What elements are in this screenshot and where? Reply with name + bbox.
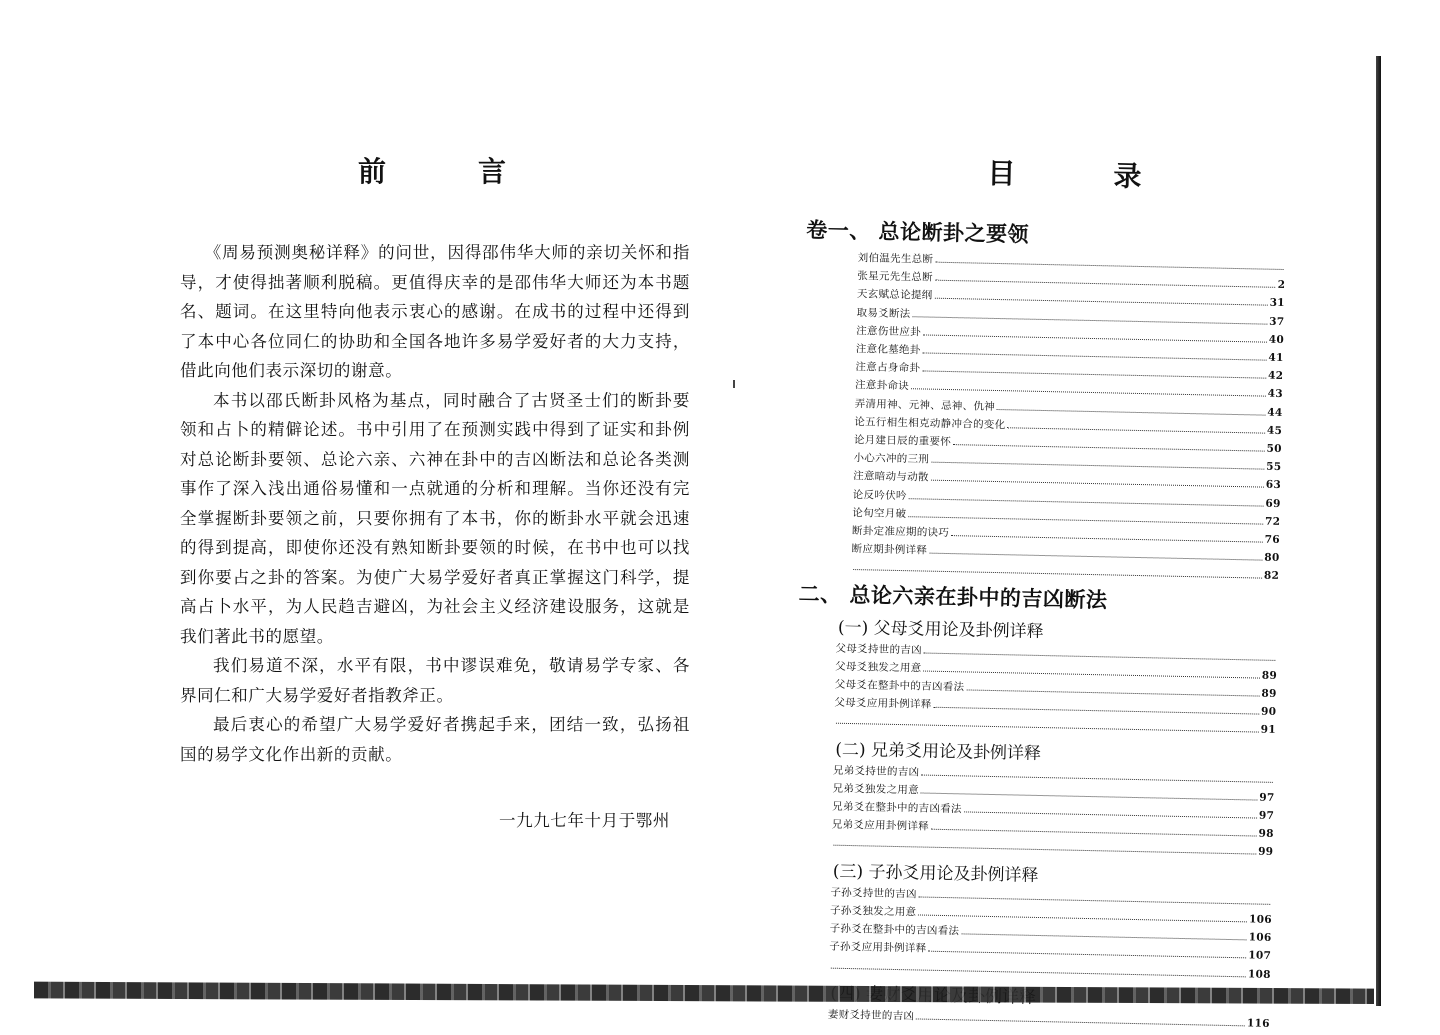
toc-section-2 bbox=[790, 578, 1279, 1033]
toc-entry-page: 76 bbox=[1264, 533, 1281, 547]
toc-leader-dots bbox=[919, 896, 1271, 904]
toc-entry-label: 父母爻在整卦中的吉凶看法 bbox=[834, 678, 965, 694]
toc-entry-label: 论五行相生相克动静冲合的变化 bbox=[854, 415, 1006, 432]
toc-leader-dots bbox=[997, 409, 1265, 416]
toc-entry-label: 注意伤世应卦 bbox=[856, 324, 922, 339]
toc-leader-dots bbox=[923, 670, 1259, 678]
toc-leader-dots bbox=[928, 951, 1246, 959]
toc-entry-label: 妻财爻持世的吉凶 bbox=[827, 1008, 915, 1023]
toc-leader-dots bbox=[929, 553, 1262, 561]
toc-leader-dots bbox=[921, 792, 1257, 800]
toc-entry-page: 41 bbox=[1268, 351, 1284, 365]
toc-groups bbox=[790, 612, 1279, 1033]
toc-entry-page: 31 bbox=[1269, 297, 1285, 310]
toc-list bbox=[793, 761, 1275, 862]
toc-entry-page: 55 bbox=[1266, 460, 1282, 474]
toc-section-heading: 卷一、 总论断卦之要领 bbox=[806, 216, 1030, 247]
toc-entry-label: 断应期卦例详释 bbox=[851, 543, 928, 557]
toc-entry-page: 72 bbox=[1264, 515, 1281, 528]
toc-leader-dots bbox=[918, 914, 1247, 922]
toc-entry-page: 89 bbox=[1261, 687, 1277, 700]
toc-section-heading: 二、 总论六亲在卦中的吉凶断法 bbox=[798, 580, 1108, 613]
toc-leader-dots bbox=[833, 845, 1256, 855]
toc-entry-page: 91 bbox=[1260, 724, 1277, 737]
preface-page bbox=[180, 150, 690, 831]
toc-entry-page: 43 bbox=[1267, 388, 1284, 401]
toc-entry-page: 116 bbox=[1246, 1017, 1270, 1030]
preface-signature: 一九九七年十月于鄂州 bbox=[499, 811, 670, 830]
toc-entry-label: 天玄赋总论提纲 bbox=[856, 288, 933, 303]
toc-entry-label: 刘伯温先生总断 bbox=[857, 252, 934, 266]
toc-entry-label: 父母爻应用卦例详释 bbox=[834, 696, 932, 711]
toc-entry-page: 108 bbox=[1247, 967, 1271, 981]
toc-leader-dots bbox=[924, 652, 1276, 660]
preface-paragraph: 我们易道不深，水平有限，书中谬误难免，敬请易学专家、各界同仁和广大易学爱好者指教斧正。 bbox=[180, 656, 690, 705]
toc-leader-dots bbox=[912, 316, 1267, 324]
toc-entry-label: 父母爻持世的吉凶 bbox=[835, 642, 923, 657]
toc-leader-dots bbox=[964, 811, 1257, 818]
page-edge bbox=[1376, 56, 1381, 1006]
toc-subsection-heading: (二) 兄弟爻用论及卦例详释 bbox=[835, 739, 1042, 764]
toc-leader-dots bbox=[935, 280, 1276, 288]
toc-leader-dots bbox=[931, 480, 1264, 488]
toc-leader-dots bbox=[931, 829, 1257, 837]
toc-entry-label: 兄弟爻在整卦中的吉凶看法 bbox=[832, 800, 962, 816]
toc-leader-dots bbox=[909, 498, 1264, 506]
toc-leader-dots bbox=[836, 723, 1259, 733]
preface-paragraph: 本书以邵氏断卦风格为基点，同时融合了古贤圣士们的断卦要领和占卜的精僻论述。书中引用了在预测实践中得到了证实和卦例对总论断卦要领、总论六亲、六神在卦中的吉凶断法和总论各类测事作了深入浅出通俗易懂和一点就通的分析和理解。当你还没有完全掌握断卦要领之前，只要你拥有了本书，你的断卦水平就会迅速的得到提高，即使你还没有熟知断卦要领的时候，在书中也可以找到你要占之卦的答案。为使广大易学爱好者真正掌握这门科学，提高占卜水平，为人民趋吉避凶，为社会主义经济建设服务，这就是我们著此书的愿望。 bbox=[180, 390, 690, 646]
toc-entry-page: 97 bbox=[1258, 809, 1275, 822]
toc-leader-dots bbox=[911, 389, 1266, 397]
toc-leader-dots bbox=[923, 352, 1267, 360]
toc-leader-dots bbox=[923, 334, 1267, 342]
toc-entry-label: 兄弟爻持世的吉凶 bbox=[832, 764, 920, 779]
toc-entry-page: 37 bbox=[1269, 315, 1285, 328]
toc-leader-dots bbox=[966, 689, 1259, 696]
gutter-mark bbox=[733, 380, 735, 388]
toc-entry-label: 弄清用神、元神、忌神、仇神 bbox=[854, 397, 996, 413]
toc-entry-page: 44 bbox=[1267, 406, 1283, 419]
toc-page bbox=[790, 148, 1288, 1035]
toc-entry-label: 子孙爻在整卦中的吉凶看法 bbox=[829, 922, 960, 938]
toc-leader-dots bbox=[961, 933, 1247, 940]
toc-leader-dots bbox=[931, 462, 1264, 470]
toc-leader-dots bbox=[831, 967, 1246, 977]
toc-entry-page: 80 bbox=[1264, 551, 1280, 565]
toc-entry-page: 69 bbox=[1265, 497, 1281, 510]
toc-entry-page: 107 bbox=[1248, 949, 1272, 963]
toc-leader-dots bbox=[921, 774, 1273, 782]
toc-list bbox=[796, 639, 1278, 740]
toc-entry-label: 父母爻独发之用意 bbox=[835, 660, 922, 675]
toc-entry-label: 论反吟伏吟 bbox=[852, 488, 907, 502]
toc-entry-page: 2 bbox=[1277, 279, 1286, 292]
toc-entry-label: 注意卦命诀 bbox=[854, 379, 910, 393]
toc-list bbox=[799, 248, 1286, 586]
toc-leader-dots bbox=[935, 262, 1283, 270]
toc-entry-label: 注意暗动与动散 bbox=[853, 470, 929, 485]
toc-leader-dots bbox=[908, 516, 1263, 524]
toc-title: 目录 bbox=[987, 156, 1240, 196]
toc-entry-page: 50 bbox=[1266, 442, 1282, 456]
toc-leader-dots bbox=[951, 535, 1263, 543]
toc-leader-dots bbox=[934, 298, 1267, 306]
toc-entry-page: 45 bbox=[1266, 424, 1283, 437]
toc-entry-page: 106 bbox=[1248, 931, 1272, 944]
toc-subsection-heading: (三) 子孙爻用论及卦例详释 bbox=[832, 861, 1039, 886]
preface-paragraph: 《周易预测奥秘详释》的问世，因得邵伟华大师的亲切关怀和指导，才使得拙著顺利脱稿。更值得庆幸的是邵伟华大师还为本书题名、题词。在这里特向他表示衷心的感谢。在成书的过程中还得到了本中心各位同仁的协助和全国各地许多易学爱好者的大力支持，借此向他们表示深切的谢意。 bbox=[180, 243, 690, 380]
toc-entry-page: 42 bbox=[1267, 369, 1284, 383]
toc-entry-page: 99 bbox=[1258, 846, 1274, 859]
toc-list bbox=[791, 883, 1273, 984]
toc-entry-label: 子孙爻持世的吉凶 bbox=[830, 886, 917, 901]
toc-entry-page: 97 bbox=[1259, 791, 1275, 804]
toc-leader-dots bbox=[953, 444, 1265, 452]
toc-entry-label: 论旬空月破 bbox=[852, 506, 907, 520]
toc-entry-label: 子孙爻应用卦例详释 bbox=[829, 940, 927, 955]
toc-leader-dots bbox=[916, 1018, 1245, 1026]
toc-entry-label: 论月建日辰的重要怀 bbox=[853, 434, 952, 449]
toc-leader-dots bbox=[922, 371, 1266, 379]
toc-entry-page: 82 bbox=[1263, 570, 1280, 583]
toc-entry-label: 断卦定准应期的诀巧 bbox=[851, 525, 950, 540]
toc-entry-label: 兄弟爻独发之用意 bbox=[832, 782, 920, 797]
toc-entry-page: 89 bbox=[1261, 669, 1278, 682]
toc-leader-dots bbox=[1007, 427, 1265, 433]
toc-entry-page: 40 bbox=[1268, 333, 1285, 346]
preface-paragraph: 最后衷心的希望广大易学爱好者携起手来，团结一致，弘扬祖国的易学文化作出新的贡献。 bbox=[180, 715, 690, 764]
toc-leader-dots bbox=[853, 569, 1262, 579]
preface-title: 前言 bbox=[358, 155, 599, 188]
toc-entry-label: 取易爻断法 bbox=[856, 306, 911, 320]
toc-entry-label: 小心六冲的三刑 bbox=[853, 452, 930, 466]
toc-entry-label: 注意化墓绝卦 bbox=[855, 343, 921, 357]
preface-body bbox=[180, 238, 690, 769]
toc-entry-page: 63 bbox=[1265, 479, 1282, 492]
toc-section-1 bbox=[799, 214, 1286, 586]
toc-entry-label: 注意占身命卦 bbox=[855, 361, 921, 375]
toc-entry-page: 98 bbox=[1258, 827, 1274, 841]
toc-entry-page: 106 bbox=[1248, 913, 1273, 926]
toc-entry-page: 90 bbox=[1260, 705, 1277, 719]
toc-entry-label: 张星元先生总断 bbox=[857, 270, 934, 284]
toc-subsection-heading: (一) 父母爻用论及卦例详释 bbox=[837, 617, 1044, 642]
toc-entry-label: 兄弟爻应用卦例详释 bbox=[831, 818, 930, 833]
toc-entry-label: 子孙爻独发之用意 bbox=[829, 904, 917, 919]
toc-leader-dots bbox=[934, 707, 1260, 715]
